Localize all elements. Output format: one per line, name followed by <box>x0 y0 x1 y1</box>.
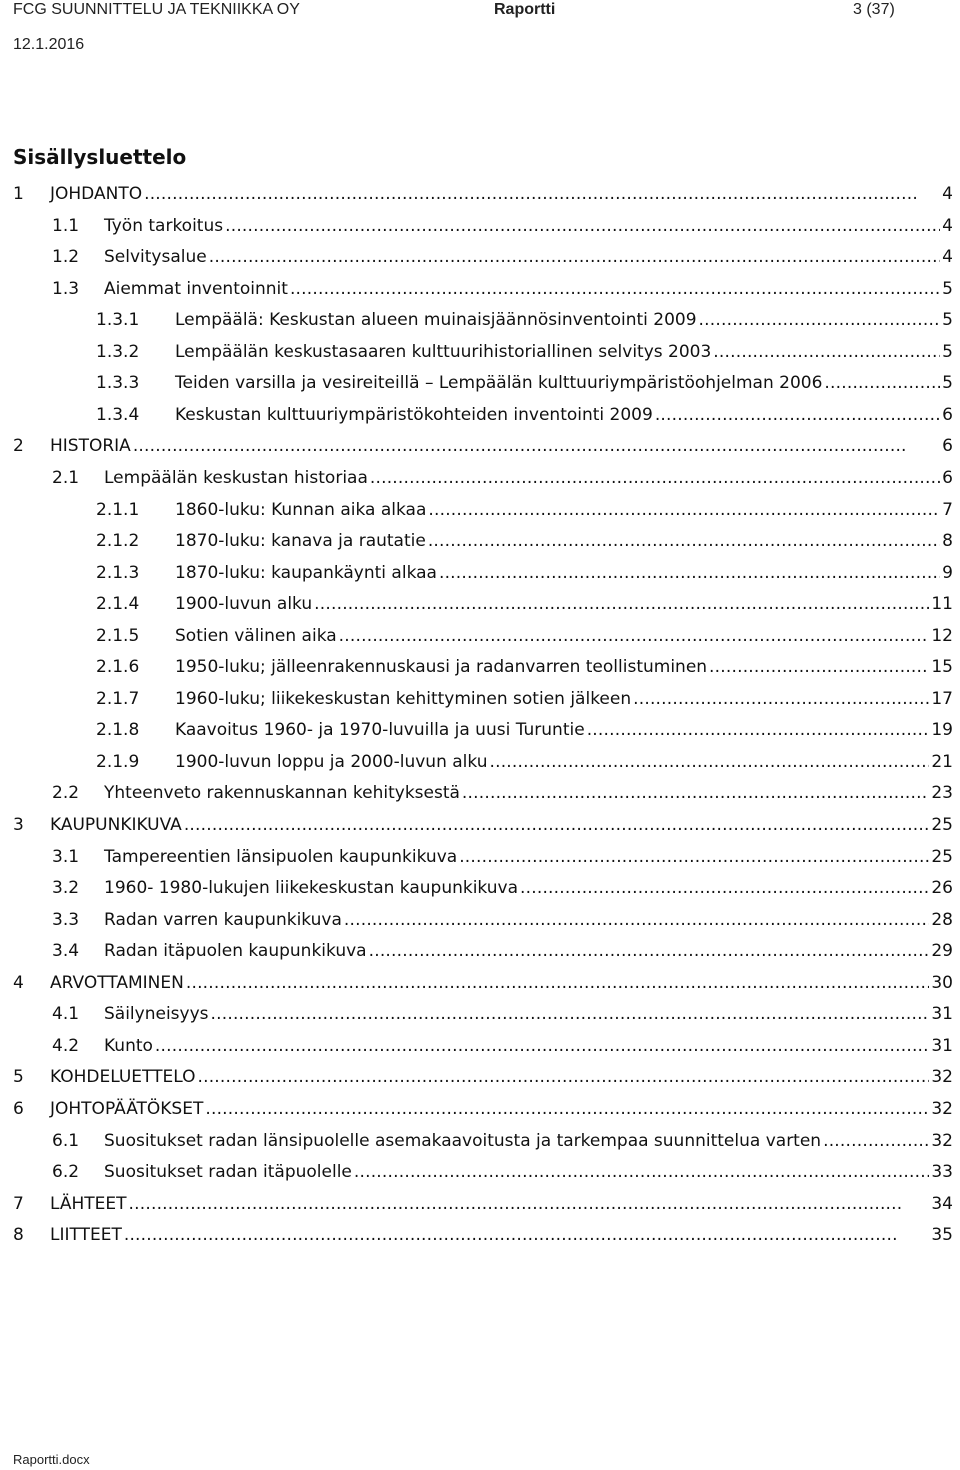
toc-entry-page: 29 <box>931 941 953 962</box>
toc-entry-number: 2.1.3 <box>96 562 140 583</box>
toc-entry-number: 1.1 <box>52 215 80 236</box>
toc-leader-dots <box>209 247 940 267</box>
toc-entry-title: KOHDELUETTELO <box>50 1067 196 1088</box>
toc-entry-page: 32 <box>931 1130 953 1151</box>
toc-entry[interactable] <box>52 216 953 248</box>
toc-leader-dots <box>344 910 929 930</box>
toc-entry-number: 1.3.2 <box>96 341 140 362</box>
toc-entry-number: 4.1 <box>52 1004 80 1025</box>
toc-entry-page: 30 <box>931 972 953 993</box>
toc-entry-title: 1900-luvun alku <box>175 594 313 615</box>
toc-entry-title: 1860-luku: Kunnan aika alkaa <box>175 499 427 520</box>
toc-entry-page: 19 <box>931 720 953 741</box>
toc-entry-number: 2.2 <box>52 783 80 804</box>
toc-entry-number: 6 <box>13 1098 24 1119</box>
toc-entry-page: 33 <box>931 1162 953 1183</box>
toc-entry-title: Lempäälän keskustan historiaa <box>104 467 368 488</box>
toc-entry-title: Lempäälän keskustasaaren kulttuurihistoriallinen selvitys 2003 <box>175 341 712 362</box>
toc-entry-number: 2.1 <box>52 467 80 488</box>
toc-entry-title: LIITTEET <box>50 1225 122 1246</box>
toc-leader-dots <box>211 1004 930 1024</box>
toc-entry-number: 4.2 <box>52 1035 80 1056</box>
toc-entry-number: 2 <box>13 436 24 457</box>
toc-entry-page: 32 <box>931 1098 953 1119</box>
toc-entry-title: 1950-luku; jälleenrakennuskausi ja radanvarren teollistuminen <box>175 657 708 678</box>
toc-entry[interactable] <box>52 1004 953 1036</box>
toc-entry-page: 31 <box>931 1004 953 1025</box>
toc-entry-number: 6.1 <box>52 1130 80 1151</box>
toc-entry[interactable] <box>52 847 953 879</box>
toc-leader-dots <box>428 531 940 551</box>
toc-entry[interactable] <box>96 500 953 532</box>
toc-leader-dots <box>205 1099 929 1119</box>
toc-entry-number: 6.2 <box>52 1162 80 1183</box>
toc-entry-page: 8 <box>942 531 953 552</box>
toc-leader-dots <box>314 594 929 614</box>
toc-entry-page: 5 <box>942 341 953 362</box>
toc-leader-dots <box>186 973 930 993</box>
toc-entry-page: 9 <box>942 562 953 583</box>
toc-leader-dots <box>655 405 940 425</box>
toc-entry[interactable] <box>13 1067 953 1099</box>
toc-entry-title: Tampereentien länsipuolen kaupunkikuva <box>104 846 458 867</box>
toc-entry-number: 2.1.1 <box>96 499 140 520</box>
page-number: 3 (37) <box>853 1 895 18</box>
toc-entry-page: 4 <box>942 184 953 204</box>
toc-entry-page: 5 <box>942 310 953 331</box>
toc-entry-page: 4 <box>942 215 953 236</box>
document-date: 12.1.2016 <box>13 36 85 53</box>
toc-leader-dots <box>197 1067 929 1087</box>
toc-entry-number: 8 <box>13 1225 24 1246</box>
toc-leader-dots <box>369 941 930 961</box>
toc-entry[interactable] <box>13 973 953 1005</box>
toc-leader-dots <box>699 310 941 330</box>
toc-entry-page: 12 <box>931 625 953 646</box>
toc-entry-title: Lempäälä: Keskustan alueen muinaisjäännösinventointi 2009 <box>175 310 697 331</box>
toc-entry-page: 31 <box>931 1035 953 1056</box>
toc-entry-title: Keskustan kulttuuriympäristökohteiden inventointi 2009 <box>175 404 653 425</box>
toc-leader-dots <box>489 752 929 772</box>
toc-entry[interactable] <box>96 310 953 342</box>
toc-entry-page: 7 <box>942 499 953 520</box>
toc-entry[interactable] <box>13 184 953 216</box>
toc-entry[interactable] <box>13 1099 953 1131</box>
toc-entry[interactable] <box>96 752 953 784</box>
toc-leader-dots <box>290 279 940 299</box>
toc-entry[interactable] <box>13 815 953 847</box>
toc-entry[interactable] <box>96 594 953 626</box>
toc-entry-page: 25 <box>931 815 953 835</box>
toc-entry-title: Suositukset radan itäpuolelle <box>104 1162 352 1183</box>
toc-entry-number: 2.1.9 <box>96 751 140 772</box>
toc-leader-dots <box>144 184 940 204</box>
toc-entry-title: Aiemmat inventoinnit <box>104 278 288 299</box>
toc-entry[interactable] <box>52 468 953 500</box>
toc-leader-dots <box>133 436 940 456</box>
toc-entry-number: 1.2 <box>52 247 80 268</box>
toc-entry-number: 2.1.2 <box>96 531 140 552</box>
toc-entry-title: Radan varren kaupunkikuva <box>104 909 342 930</box>
toc-leader-dots <box>428 500 940 520</box>
toc-leader-dots <box>439 563 940 583</box>
toc-entry-number: 1.3.3 <box>96 373 140 394</box>
toc-entry[interactable] <box>96 657 953 689</box>
toc-entry-page: 25 <box>931 846 953 867</box>
toc-entry-page: 28 <box>931 909 953 930</box>
toc-leader-dots <box>462 783 929 803</box>
toc-leader-dots <box>339 626 930 646</box>
toc-entry[interactable] <box>52 910 953 942</box>
toc-entry[interactable] <box>52 1162 953 1194</box>
toc-entry-title: 1900-luvun loppu ja 2000-luvun alku <box>175 751 488 772</box>
toc-entry-number: 2.1.5 <box>96 625 140 646</box>
toc-entry-number: 1.3.4 <box>96 404 140 425</box>
toc-entry-number: 3 <box>13 815 24 835</box>
toc-entry-number: 3.4 <box>52 941 80 962</box>
toc-entry[interactable] <box>96 373 953 405</box>
toc-entry-title: Työn tarkoitus <box>104 215 224 236</box>
toc-entry-title: Selvitysalue <box>104 247 207 268</box>
toc-entry-title: JOHTOPÄÄTÖKSET <box>50 1098 204 1119</box>
toc-entry-title: Säilyneisyys <box>104 1004 209 1025</box>
toc-entry-page: 35 <box>931 1225 953 1246</box>
toc-entry-number: 2.1.4 <box>96 594 140 615</box>
toc-entry-page: 4 <box>942 247 953 268</box>
toc-leader-dots <box>225 216 940 236</box>
toc-entry[interactable] <box>52 783 953 815</box>
toc-entry[interactable] <box>52 941 953 973</box>
toc-entry-number: 1.3 <box>52 278 80 299</box>
toc-entry-number: 2.1.7 <box>96 688 140 709</box>
page-header <box>0 0 960 62</box>
toc-leader-dots <box>823 1131 929 1151</box>
toc-entry-title: Teiden varsilla ja vesireiteillä – Lempäälän kulttuuriympäristöohjelman 2006 <box>175 373 823 394</box>
toc-entry-number: 3.2 <box>52 878 80 899</box>
toc-entry[interactable] <box>13 436 953 468</box>
toc-entry-title: Radan itäpuolen kaupunkikuva <box>104 941 367 962</box>
toc-entry-page: 21 <box>931 751 953 772</box>
toc-leader-dots <box>709 657 929 677</box>
toc-entry-title: Yhteenveto rakennuskannan kehityksestä <box>104 783 460 804</box>
toc-entry-title: 1960-luku; liikekeskustan kehittyminen sotien jälkeen <box>175 688 632 709</box>
toc-entry-title: HISTORIA <box>50 436 131 457</box>
toc-entry[interactable] <box>13 1194 953 1226</box>
toc-entry[interactable] <box>96 626 953 658</box>
toc-leader-dots <box>155 1036 929 1056</box>
toc-leader-dots <box>713 342 940 362</box>
toc-leader-dots <box>520 878 929 898</box>
toc-entry-page: 23 <box>931 783 953 804</box>
toc-leader-dots <box>354 1162 929 1182</box>
toc-entry-page: 34 <box>931 1193 953 1214</box>
toc-entry-title: LÄHTEET <box>50 1193 127 1214</box>
toc-entry-number: 5 <box>13 1067 24 1088</box>
toc-entry-title: Kaavoitus 1960- ja 1970-luvuilla ja uusi Turuntie <box>175 720 585 741</box>
toc-entry-page: 5 <box>942 278 953 299</box>
toc-entry[interactable] <box>96 689 953 721</box>
toc-entry-title: 1870-luku: kaupankäynti alkaa <box>175 562 437 583</box>
toc-entry-title: ARVOTTAMINEN <box>50 972 184 993</box>
toc-entry[interactable] <box>52 247 953 279</box>
toc-entry[interactable] <box>96 720 953 752</box>
toc-entry-title: KAUPUNKIKUVA <box>50 815 182 835</box>
toc-entry-number: 3.3 <box>52 909 80 930</box>
toc-entry-number: 4 <box>13 972 24 993</box>
toc-title: Sisällysluettelo <box>13 145 187 169</box>
toc-entry-page: 5 <box>942 373 953 394</box>
toc-entry[interactable] <box>52 279 953 311</box>
toc-entry[interactable] <box>52 878 953 910</box>
toc-entry-title: 1960- 1980-lukujen liikekeskustan kaupunkikuva <box>104 878 519 899</box>
toc-entry-page: 32 <box>931 1067 953 1088</box>
toc-entry-number: 2.1.8 <box>96 720 140 741</box>
toc-entry-title: JOHDANTO <box>50 184 143 204</box>
toc-entry[interactable] <box>96 531 953 563</box>
toc-leader-dots <box>129 1194 930 1214</box>
toc-entry-number: 1.3.1 <box>96 310 140 331</box>
toc-entry-number: 1 <box>13 184 24 204</box>
toc-entry-title: Sotien välinen aika <box>175 625 337 646</box>
toc-entry-title: Suositukset radan länsipuolelle asemakaavoitusta ja tarkempaa suunnittelua varten <box>104 1130 822 1151</box>
toc-entry-number: 7 <box>13 1193 24 1214</box>
toc-entry-page: 15 <box>931 657 953 678</box>
toc-entry-page: 26 <box>931 878 953 899</box>
toc-entry-page: 6 <box>942 436 953 457</box>
toc-entry[interactable] <box>96 563 953 595</box>
toc-leader-dots <box>124 1225 930 1245</box>
toc-entry[interactable] <box>13 1225 953 1257</box>
toc-leader-dots <box>633 689 929 709</box>
toc-leader-dots <box>184 815 930 835</box>
toc-leader-dots <box>587 720 930 740</box>
footer-filename: Raportti.docx <box>13 1452 90 1467</box>
toc-entry-page: 11 <box>931 594 953 615</box>
toc-entry[interactable] <box>52 1036 953 1068</box>
document-type: Raportti <box>494 1 556 18</box>
toc-leader-dots <box>370 468 940 488</box>
toc-entry-title: Kunto <box>104 1035 153 1056</box>
toc-entry-page: 6 <box>942 467 953 488</box>
toc-entry-page: 17 <box>931 688 953 709</box>
toc-entry-number: 2.1.6 <box>96 657 140 678</box>
toc-leader-dots <box>459 847 929 867</box>
toc-leader-dots <box>824 373 940 393</box>
toc-entry-number: 3.1 <box>52 846 80 867</box>
toc-entry[interactable] <box>96 405 953 437</box>
toc-entry[interactable] <box>52 1131 953 1163</box>
toc-entry[interactable] <box>96 342 953 374</box>
toc-entry-page: 6 <box>942 404 953 425</box>
company-name: FCG SUUNNITTELU JA TEKNIIKKA OY <box>13 1 300 18</box>
toc-entry-title: 1870-luku: kanava ja rautatie <box>175 531 426 552</box>
